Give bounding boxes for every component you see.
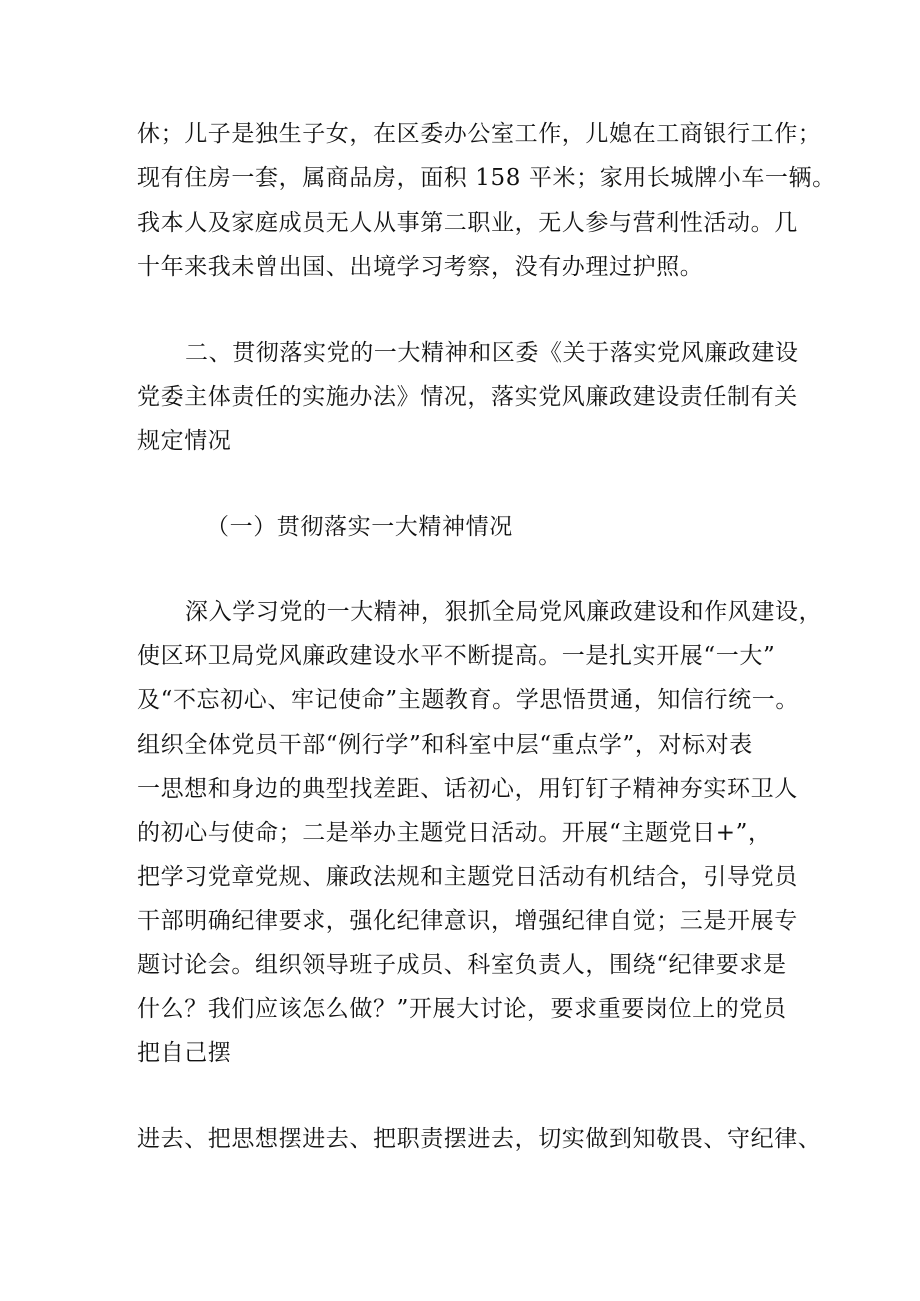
paragraph-line: 进去、把思想摆进去、把职责摆进去，切实做到知敬畏、守纪律、 bbox=[137, 1126, 822, 1152]
paragraph-line: 一思想和身边的典型找差距、话初心，用钉钉子精神夯实环卫人 bbox=[137, 776, 798, 802]
paragraph-line: 现有住房一套，属商品房，面积 158 平米；家用长城牌小车一辆。 bbox=[137, 165, 836, 191]
section-heading-line: 二、贯彻落实党的一大精神和区委《关于落实党风廉政建设 bbox=[185, 340, 799, 366]
paragraph-line: 我本人及家庭成员无人从事第二职业，无人参与营利性活动。几 bbox=[137, 210, 798, 236]
paragraph-line: 休；儿子是独生子女，在区委办公室工作，儿媳在工商银行工作； bbox=[137, 121, 822, 147]
paragraph-line: 组织全体党员干部“例行学”和科室中层“重点学”，对标对表 bbox=[137, 732, 753, 758]
paragraph-line: 的初心与使命；二是举办主题党日活动。开展“主题党日+”， bbox=[137, 820, 772, 846]
section-heading-line: 党委主体责任的实施办法》情况，落实党风廉政建设责任制有关 bbox=[137, 384, 798, 410]
paragraph-line: 深入学习党的一大精神，狠抓全局党风廉政建设和作风建设， bbox=[185, 599, 823, 625]
paragraph-line: 什么？我们应该怎么做？”开展大讨论，要求重要岗位上的党员 bbox=[137, 996, 787, 1022]
paragraph-line: 及“不忘初心、牢记使命”主题教育。学思悟贯通，知信行统一。 bbox=[137, 687, 799, 713]
paragraph-line: 题讨论会。组织领导班子成员、科室负责人，围绕“纪律要求是 bbox=[137, 952, 787, 978]
section-heading-line: 规定情况 bbox=[137, 428, 232, 454]
paragraph-line: 使区环卫局党风廉政建设水平不断提高。一是扎实开展“一大” bbox=[137, 643, 776, 669]
paragraph-line: 把自己摆 bbox=[137, 1040, 232, 1066]
paragraph-line: 干部明确纪律要求，强化纪律意识，增强纪律自觉；三是开展专 bbox=[137, 908, 798, 934]
paragraph-line: 十年来我未曾出国、出境学习考察，没有办理过护照。 bbox=[137, 254, 704, 280]
subsection-heading: （一）贯彻落实一大精神情况 bbox=[206, 514, 513, 540]
paragraph-line: 把学习党章党规、廉政法规和主题党日活动有机结合，引导党员 bbox=[137, 864, 798, 890]
